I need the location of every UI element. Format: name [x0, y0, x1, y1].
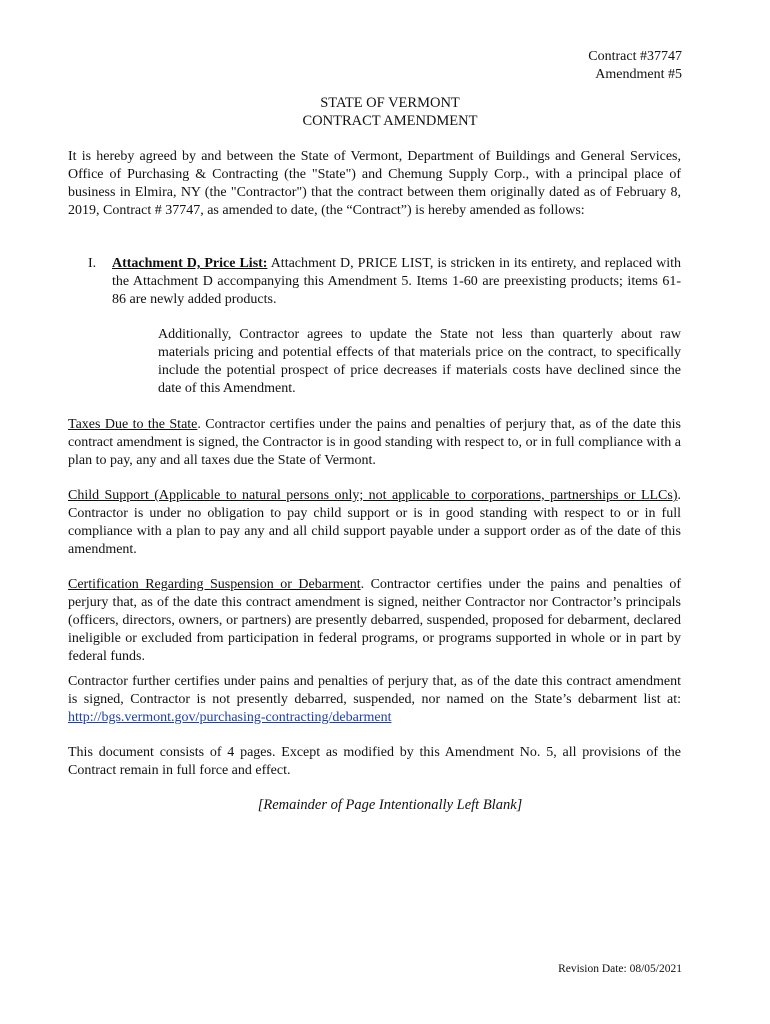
- item-number: I.: [88, 256, 97, 271]
- item-1-paragraph: [112, 255, 681, 309]
- debarment-paragraph: [68, 576, 681, 666]
- taxes-text: . Contractor certifies under the pains and penalties of perjury that, as of the date this contract amendment is signed, the Contractor is in good standing with respect to, or in full compliance with a plan to pay, any and all taxes due the State of Vermont.: [68, 417, 681, 468]
- debarment-text: . Contractor certifies under the pains and penalties of perjury that, as of the date this contract amendment is signed, neither Contractor nor Contractor’s principals (officers, directors, owners, or partners) are presently debarred, suspended, proposed for debarment, declared ineligible or excluded from participation in federal programs, or programs supported in whole or in part by federal funds.: [68, 577, 681, 664]
- child-support-text: . Contractor is under no obligation to pay child support or is in good standing with respect to or in full compliance with a plan to pay any and all child support payable under a support order as of the date of this amendment.: [68, 488, 681, 557]
- item-1-additional: Additionally, Contractor agrees to update the State not less than quarterly about raw materials pricing and potential effects of that materials price on the contract, to specifically include the potential prospect of price decreases if materials costs have declined since the date of this Amendment.: [158, 327, 681, 396]
- taxes-heading: Taxes Due to the State: [68, 417, 198, 432]
- debarment-list-link[interactable]: http://bgs.vermont.gov/purchasing-contracting/debarment: [68, 710, 392, 725]
- intro-paragraph: It is hereby agreed by and between the State of Vermont, Department of Buildings and General Services, Office of Purchasing & Contracting (the "State") and Chemung Supply Corp., with a principal place of business in Elmira, NY (the "Contractor") that the contract between them originally dated as of February 8, 2019, Contract # 37747, as amended to date, (the “Contract”) is hereby amended as follows:: [68, 149, 681, 218]
- remainder-note: [Remainder of Page Intentionally Left Blank]: [257, 797, 523, 813]
- document-title: [0, 94, 770, 130]
- title-line-2: CONTRACT AMENDMENT: [302, 113, 478, 129]
- amendment-number: Amendment #5: [595, 67, 682, 82]
- item-1-heading: Attachment D, Price List:: [112, 256, 268, 271]
- child-support-heading: Child Support (Applicable to natural persons only; not applicable to corporations, partnerships or LLCs): [68, 488, 678, 503]
- debarment-heading: Certification Regarding Suspension or Debarment: [68, 577, 361, 592]
- contract-number: Contract #37747: [588, 49, 682, 64]
- contract-header: [588, 48, 682, 84]
- title-line-1: STATE OF VERMONT: [320, 95, 460, 111]
- item-1-text: Attachment D, PRICE LIST, is stricken in its entirety, and replaced with the Attachment D accompanying this Amendment 5. Items 1-60 are preexisting products; items 61-86 are newly added products.: [112, 256, 681, 307]
- further-text: Contractor further certifies under pains and penalties of perjury that, as of the date this contract amendment is signed, Contractor is not presently debarred, suspended, nor named on the State’s debarment list at:: [68, 674, 681, 707]
- revision-date: Revision Date: 08/05/2021: [558, 963, 682, 975]
- closing-paragraph: This document consists of 4 pages. Except as modified by this Amendment No. 5, all provisions of the Contract remain in full force and effect.: [68, 745, 681, 778]
- taxes-paragraph: [68, 416, 681, 470]
- child-support-paragraph: [68, 487, 681, 559]
- further-certification-paragraph: [68, 673, 681, 727]
